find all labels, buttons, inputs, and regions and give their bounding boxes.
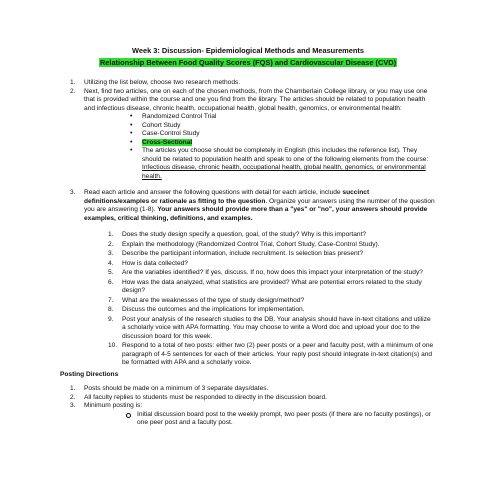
highlighted-method: Cross-Sectional <box>142 138 193 146</box>
item-text: Next, find two articles, one on each of the chosen methods, from the Chamberlain College library, or you may use one that is provided within the course and one you find from the library. The articles should be related to population health and infectious disease, chronic health, occupational health, global health, genomics, or environmental health: <box>84 87 428 112</box>
question-list <box>108 231 436 368</box>
question-number: 7. <box>108 296 114 304</box>
page-title: Week 3: Discussion- Epidemiological Methods and Measurements <box>132 46 364 55</box>
question-number: 9. <box>108 315 114 323</box>
item-text-bold-a: succinct definitions/examples or rationale as fitting to the question <box>84 189 370 205</box>
question-text: Describe the participant information, include recruitment. Is selection bias present? <box>122 250 364 257</box>
posting-text: Posts should be made on a minimum of 3 separate days/dates. <box>84 385 269 392</box>
question-number: 10. <box>108 342 118 349</box>
page-subtitle <box>60 56 436 67</box>
highlighted-subtitle: Relationship Between Food Quality Scores (FQS) and Cardiovascular Disease (CVD) <box>99 58 397 67</box>
requirements-text: The articles you choose should be completely in English (this includes the reference list). They should be related to population health and speak to one of the following elements from the course: <box>142 147 429 163</box>
item-text: Utilizing the list below, choose two research methods. <box>84 79 241 86</box>
item-number: 2. <box>70 87 76 95</box>
question-item <box>108 297 436 306</box>
document-body <box>60 79 436 428</box>
question-text: How is data collected? <box>122 259 188 267</box>
question-text: Does the study design specify a question, goal, of the study? Why is this important? <box>122 231 367 238</box>
posting-item <box>60 394 436 403</box>
question-number: 8. <box>108 306 114 313</box>
instruction-item-3 <box>60 189 436 368</box>
item-text-b: . Organize your answers using the number of the question you are answering (1-8). <box>84 197 435 213</box>
question-number: 5. <box>108 269 114 276</box>
question-number: 2. <box>108 240 114 248</box>
question-number: 1. <box>108 231 114 238</box>
instruction-item-1 <box>60 79 436 88</box>
question-text: Are the variables identified? If yes, discuss. If no, how does this impact your interpretation of the study? <box>122 269 423 276</box>
item-number: 1. <box>70 79 76 86</box>
question-item <box>108 260 436 269</box>
posting-list <box>60 385 436 428</box>
item-number: 3. <box>70 402 76 409</box>
item-number: 2. <box>70 393 76 401</box>
bullet-item-highlighted <box>130 139 436 148</box>
question-number: 4. <box>108 259 114 267</box>
posting-sub-item: Initial discussion board post to the weekly prompt, two peer posts (if there are no faculty postings), or one peer post and a faculty post. <box>126 411 436 428</box>
question-item <box>108 241 436 250</box>
question-number: 6. <box>108 278 114 286</box>
question-item <box>108 231 436 240</box>
item-number: 1. <box>70 385 76 392</box>
bullet-item: • Cohort Study <box>130 122 436 131</box>
posting-directions-heading: Posting Directions <box>60 370 119 378</box>
posting-item <box>60 402 436 428</box>
posting-text: All faculty replies to students must be responded to directly in the discussion board. <box>84 393 327 401</box>
instruction-list <box>60 79 436 368</box>
question-text: Respond to a total of two posts: either two (2) peer posts or a peer and faculty post, with a minimum of one paragraph of 4-5 sentences for each of their articles. Your reply post should integrate in-text citation(s) and be formatted with APA and a scholarly voice. <box>122 342 434 366</box>
question-text: What are the weaknesses of the type of study design/method? <box>122 296 305 304</box>
question-item <box>108 342 436 368</box>
posting-item <box>60 385 436 394</box>
question-text: How was the data analyzed, what statistics are provided? What are potential errors related to the study design? <box>122 278 422 294</box>
question-item <box>108 279 436 296</box>
question-text: Explain the methodology (Randomized Control Trial, Cohort Study, Case-Control Study). <box>122 240 380 248</box>
posting-sub-list <box>126 411 436 428</box>
question-text: Post your analysis of the research studies to the DB. Your analysis should have in-text citations and utilize a scholarly voice with APA formatting. You may choose to write a Word doc and upload your doc to the discussion board for this week. <box>122 315 431 340</box>
question-item <box>108 316 436 342</box>
posting-text: Minimum posting is: <box>84 402 143 409</box>
question-item <box>108 250 436 259</box>
item-number: 3. <box>70 189 76 196</box>
bullet-item: • Randomized Control Trial <box>130 113 436 122</box>
instruction-item-2 <box>60 88 436 182</box>
bullet-item: • Case-Control Study <box>130 130 436 139</box>
question-text: Discuss the outcomes and the implications for implementation. <box>122 306 305 313</box>
spacer <box>60 181 436 189</box>
item-text-a: Read each article and answer the following questions with detail for each article, include <box>84 189 343 196</box>
bullet-item-requirements <box>130 147 436 181</box>
question-item <box>108 269 436 278</box>
question-item <box>108 306 436 315</box>
method-bullet-list <box>130 113 436 181</box>
underlined-topics: Infectious disease, chronic health, occupational health, global health, genomics, or environmental health. <box>142 164 426 180</box>
question-number: 3. <box>108 250 114 257</box>
item-text-bold-b: Your answers should provide more than a "yes" or "no", your answers should provide examples, critical thinking, definitions, and examples. <box>84 206 428 222</box>
